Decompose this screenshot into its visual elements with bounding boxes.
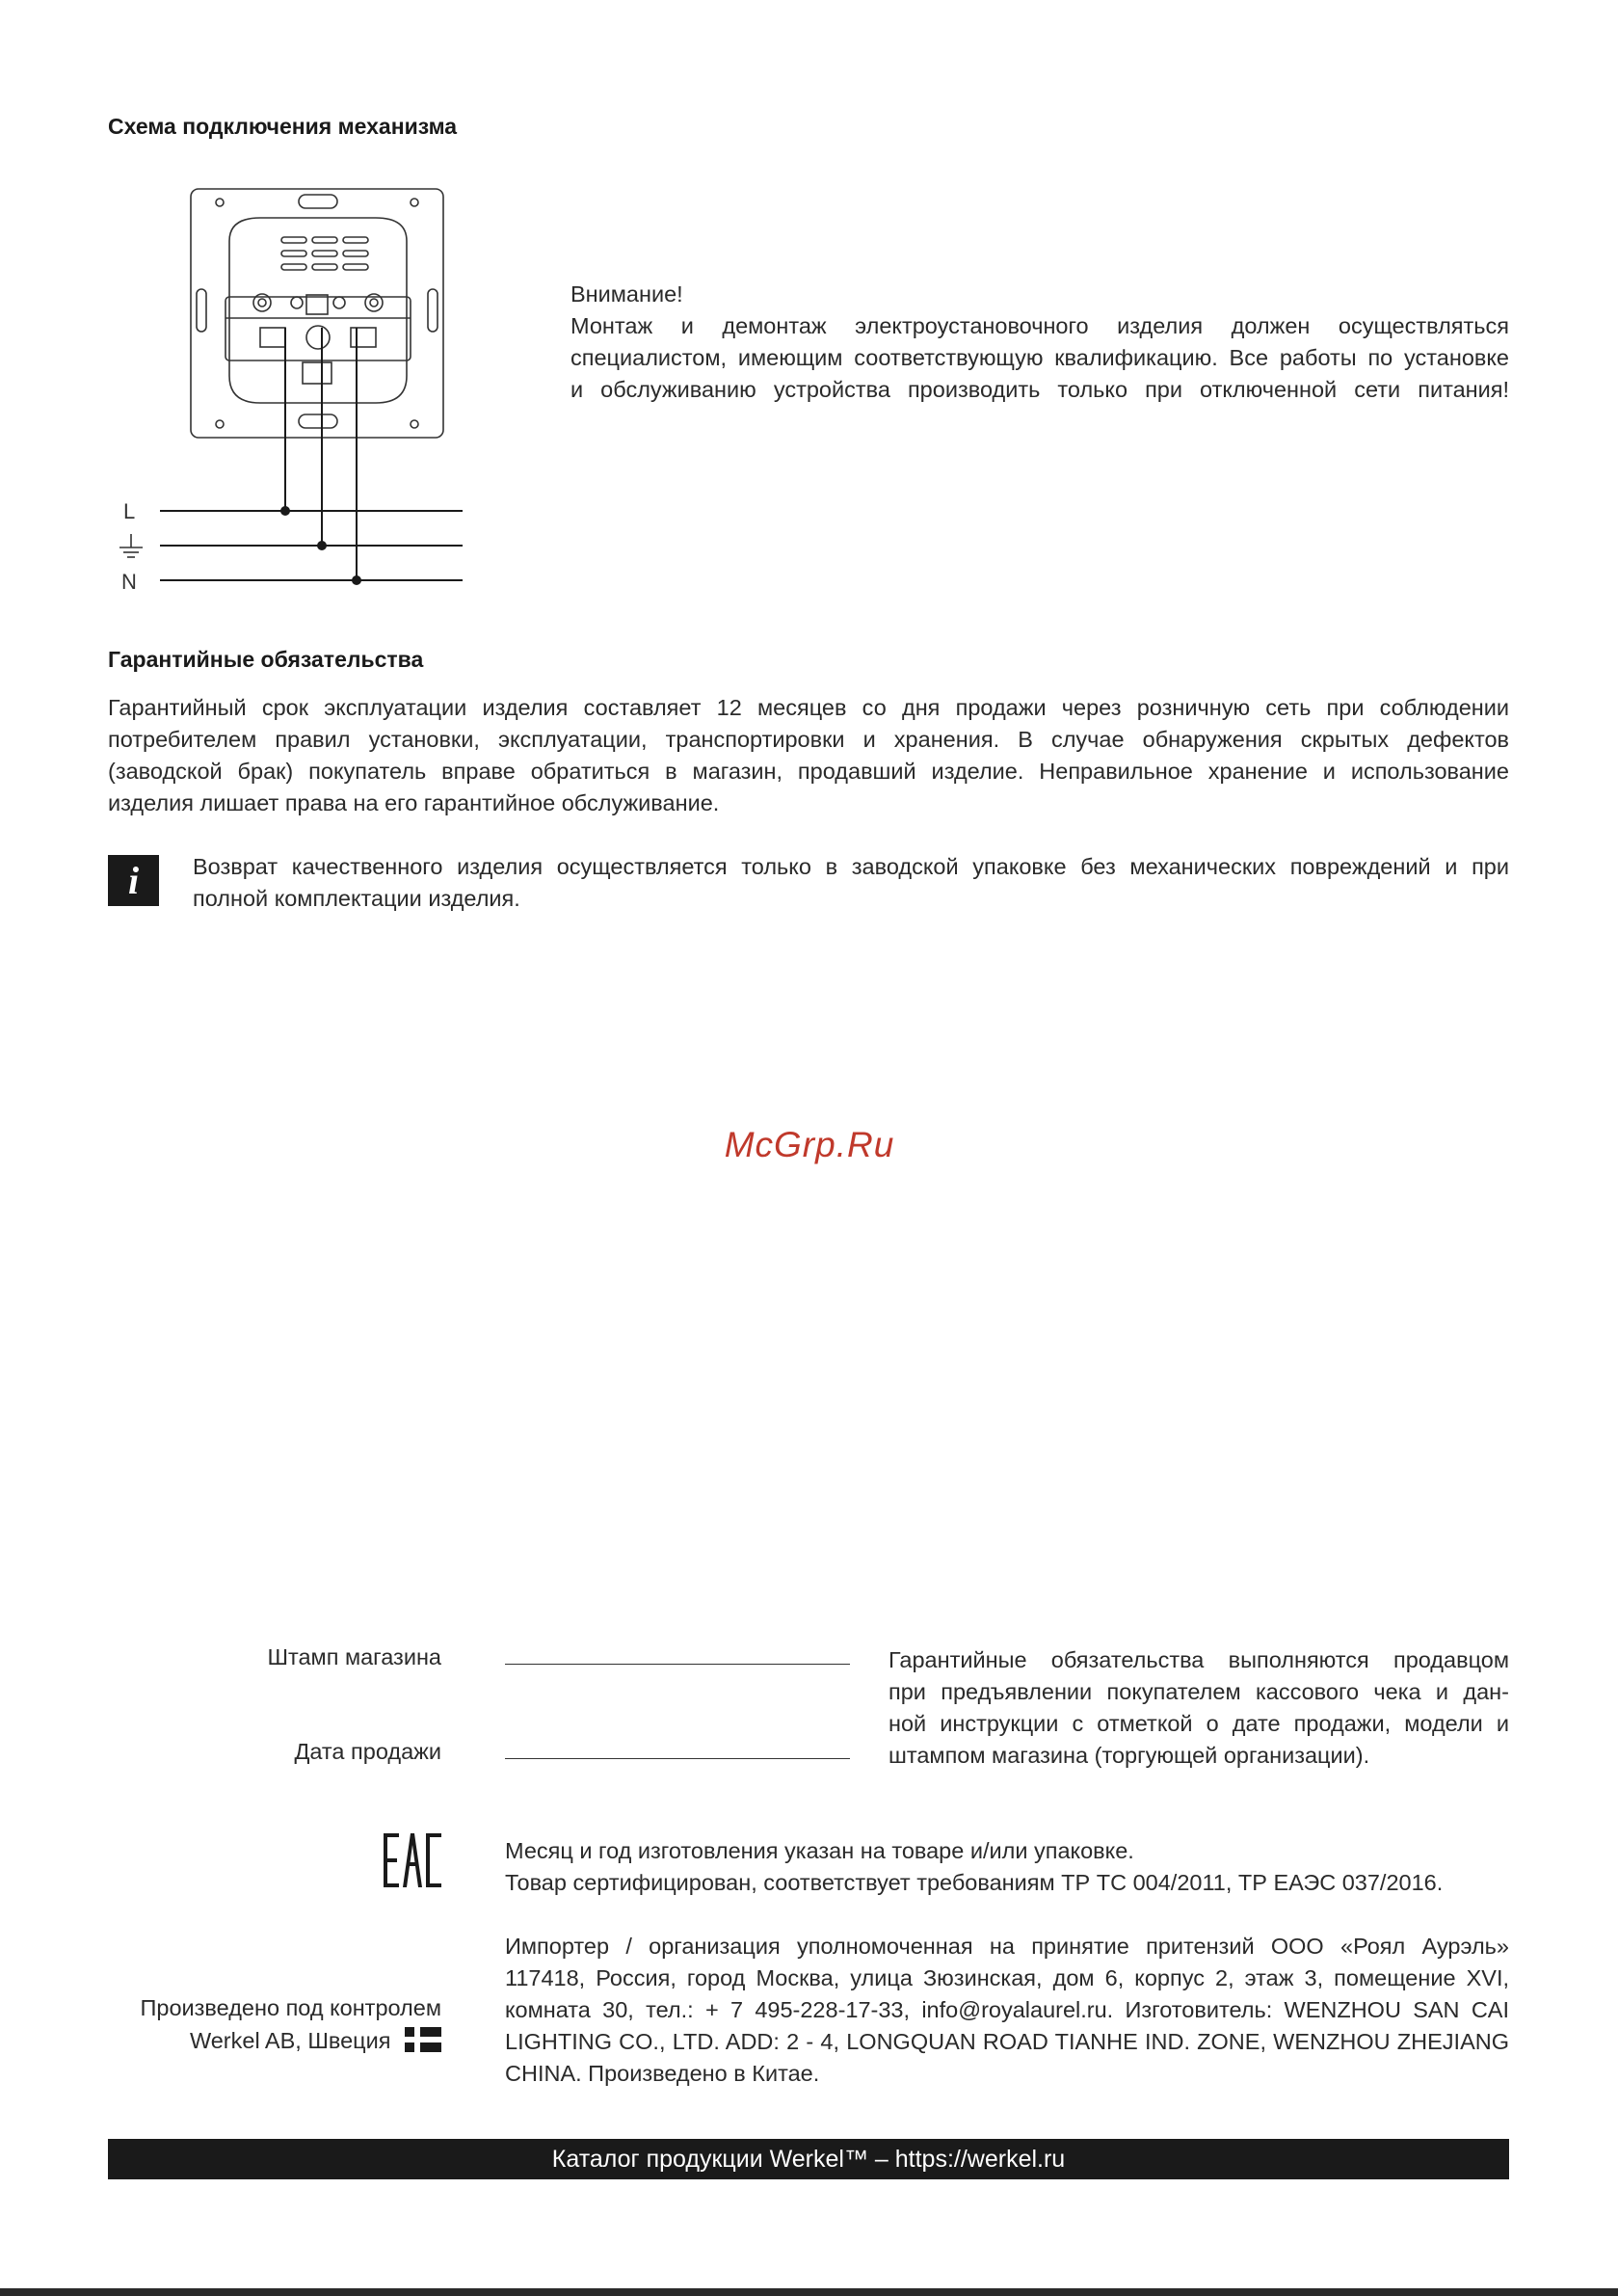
producer-line-1: Произведено под контролем [140,1995,441,2020]
warning-block [570,279,1509,406]
cert-text [505,1835,1509,1899]
importer-line: 117418, Россия, город Москва, улица Зюзинская, дом 6, корпус 2, этаж 3, помещение XVI, [505,1965,1509,1990]
cert-line: Товар сертифицирован, соответствует требованиям ТР ТС 004/2011, ТР ЕАЭС 037/2016. [505,1870,1444,1895]
info-line: полной комплектации изделия. [193,886,520,911]
page-bottom-edge [0,2288,1618,2296]
eac-logo [384,1833,441,1887]
importer-line: LIGHTING CO., LTD. ADD: 2 - 4, LONGQUAN ROAD TIANHE IND. ZONE, WENZHOU ZHEJIANG [505,2029,1509,2054]
warning-line: специалистом, имеющим соответствующую квалификацию. Все работы по установке [570,345,1509,370]
sweden-flag-icon [405,2027,441,2052]
wiring-diagram [106,183,472,598]
warning-line: Монтаж и демонтаж электроустановочного изделия должен осуществляться [570,313,1509,338]
form-note [889,1644,1509,1772]
importer-line: CHINA. Произведено в Китае. [505,2061,820,2086]
date-label: Дата продажи [294,1739,441,1764]
stamp-label: Штамп магазина [267,1644,441,1669]
guarantee-text [108,692,1509,819]
label-l: L [123,499,136,523]
form-note-line: ной инструкции с отметкой о дате продажи, модели и [889,1711,1509,1736]
importer-text [505,1931,1509,2090]
form-note-line: штампом магазина (торгующей организации). [889,1743,1370,1768]
producer-name: Werkel AB, Швеция [189,2028,391,2053]
earth-icon [119,534,143,557]
guarantee-line: Гарантийный срок эксплуатации изделия составляет 12 месяцев со дня продажи через розничную сеть при соблюдении [108,695,1509,720]
info-icon: i [108,855,159,906]
producer-line-2 [96,2027,441,2054]
stamp-line [505,1664,850,1665]
watermark: McGrp.Ru [724,1125,895,1164]
info-text [193,851,1509,915]
info-line: Возврат качественного изделия осуществляется только в заводской упаковке без механических повреждений и при [193,854,1509,879]
guarantee-line: потребителем правил установки, эксплуатации, транспортировки и хранения. В случае обнаружения скрытых дефектов [108,727,1509,752]
importer-line: комната 30, тел.: + 7 495-228-17-33, info@royalaurel.ru. Изготовитель: WENZHOU SAN CAI [505,1997,1509,2022]
form-note-line: при предъявлении покупателем кассового чека и дан- [889,1679,1509,1704]
importer-line: Импортер / организация уполномоченная на принятие притензий ООО «Роял Аурэль» [505,1934,1509,1959]
warning-title: Внимание! [570,281,683,307]
guarantee-line: изделия лишает права на его гарантийное обслуживание. [108,790,720,815]
guarantee-line: (заводской брак) покупатель вправе обратиться в магазин, продавший изделие. Неправильное хранение и использование [108,759,1509,784]
schema-title: Схема подключения механизма [108,114,458,139]
footer-bar: Каталог продукции Werkel™ – https://werkel.ru [108,2139,1509,2179]
date-line [505,1758,850,1759]
cert-line: Месяц и год изготовления указан на товаре и/или упаковке. [505,1838,1134,1863]
label-n: N [121,570,137,594]
guarantee-title: Гарантийные обязательства [108,647,424,672]
warning-line: и обслуживанию устройства производить только при отключенной сети питания! [570,377,1509,402]
form-note-line: Гарантийные обязательства выполняются продавцом [889,1647,1509,1672]
